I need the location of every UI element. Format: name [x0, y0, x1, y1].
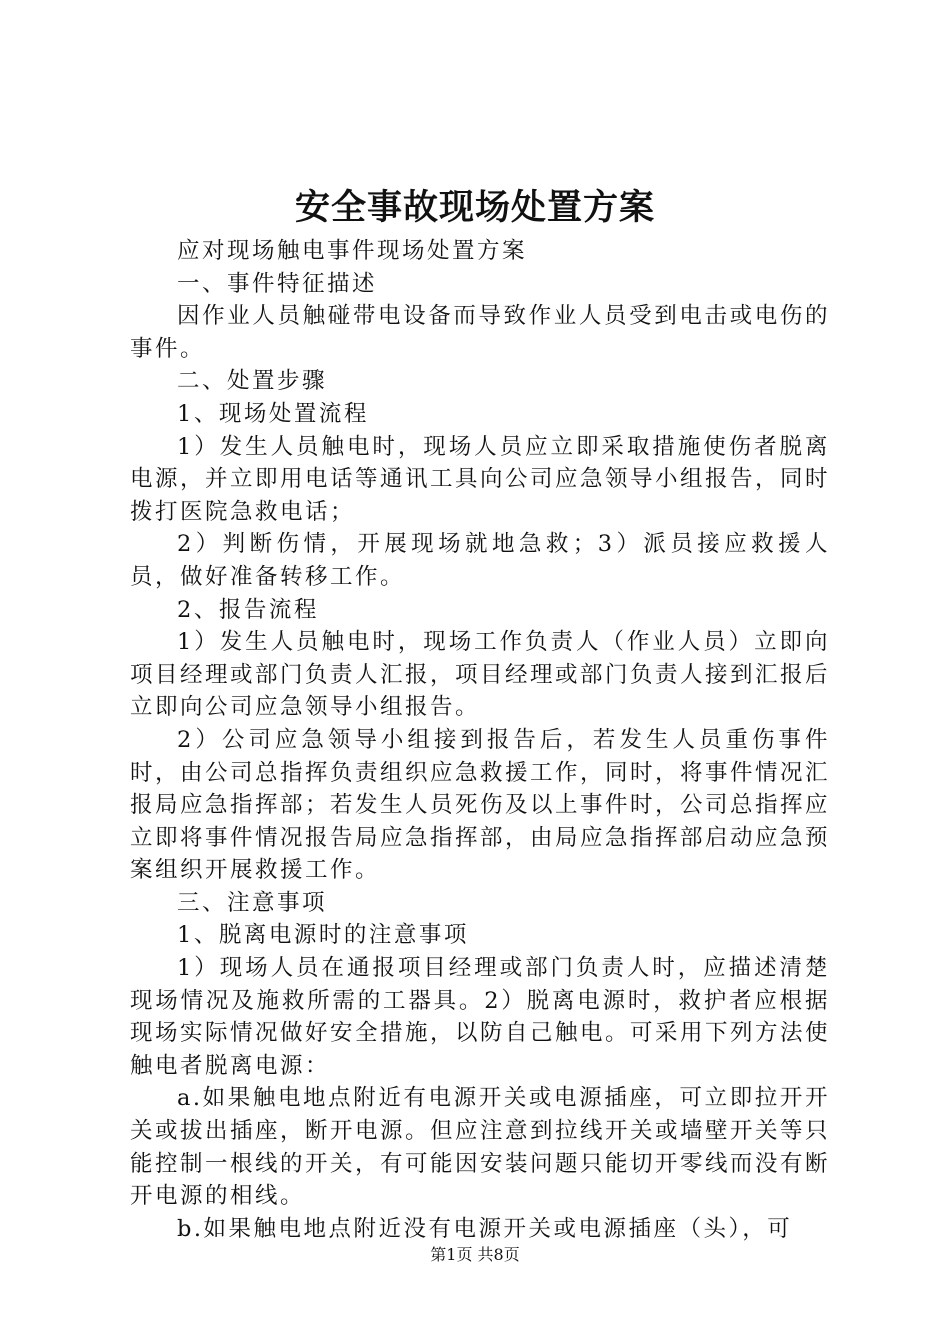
paragraph-5: 1、现场处置流程	[177, 400, 369, 427]
paragraph-8: 2、报告流程	[177, 596, 319, 623]
paragraph-1: 应对现场触电事件现场处置方案	[177, 238, 528, 264]
paragraph-6: 1）发生人员触电时，现场人员应立即采取措施使伤者脱离电源，并立即用电话等通讯工具向公司应急领导小组报告，同时拨打医院急救电话；	[130, 433, 831, 525]
document-title: 安全事故现场处置方案	[294, 187, 655, 228]
paragraph-3: 因作业人员触碰带电设备而导致作业人员受到电击或电伤的事件。	[130, 303, 830, 362]
paragraph-2: 一、事件特征描述	[177, 270, 378, 297]
document-body	[130, 235, 830, 1245]
paragraph-10: 2）公司应急领导小组接到报告后，若发生人员重伤事件时，由公司总指挥负责组织应急救援工作，同时，将事件情况汇报局应急指挥部；若发生人员死伤及以上事件时，公司总指挥应立即将事件情况报告局应急指挥部，由局应急指挥部启动应急预案组织开展救援工作。	[130, 726, 831, 884]
paragraph-9: 1）发生人员触电时，现场工作负责人（作业人员）立即向项目经理或部门负责人汇报，项目经理或部门负责人接到汇报后立即向公司应急领导小组报告。	[130, 629, 831, 721]
paragraph-11: 三、注意事项	[177, 889, 328, 916]
paragraph-13: 1）现场人员在通报项目经理或部门负责人时，应描述清楚现场情况及施救所需的工器具。2）脱离电源时，救护者应根据现场实际情况做好安全措施，以防自己触电。可采用下列方法使触电者脱离电源：	[130, 955, 831, 1079]
paragraph-7: 2）判断伤情，开展现场就地急救；3）派员接应救援人员，做好准备转移工作。	[130, 531, 830, 590]
paragraph-4: 二、处置步骤	[177, 368, 328, 395]
paragraph-12: 1、脱离电源时的注意事项	[177, 922, 469, 949]
paragraph-14: a.如果触电地点附近有电源开关或电源插座，可立即拉开开关或拔出插座，断开电源。但应注意到拉线开关或墙壁开关等只能控制一根线的开关，有可能因安装问题只能切开零线而没有断开电源的相线。	[130, 1085, 831, 1210]
page-number-footer: 第1页 共8页	[430, 1245, 520, 1264]
paragraph-15: b.如果触电地点附近没有电源开关或电源插座（头），可	[177, 1215, 793, 1242]
